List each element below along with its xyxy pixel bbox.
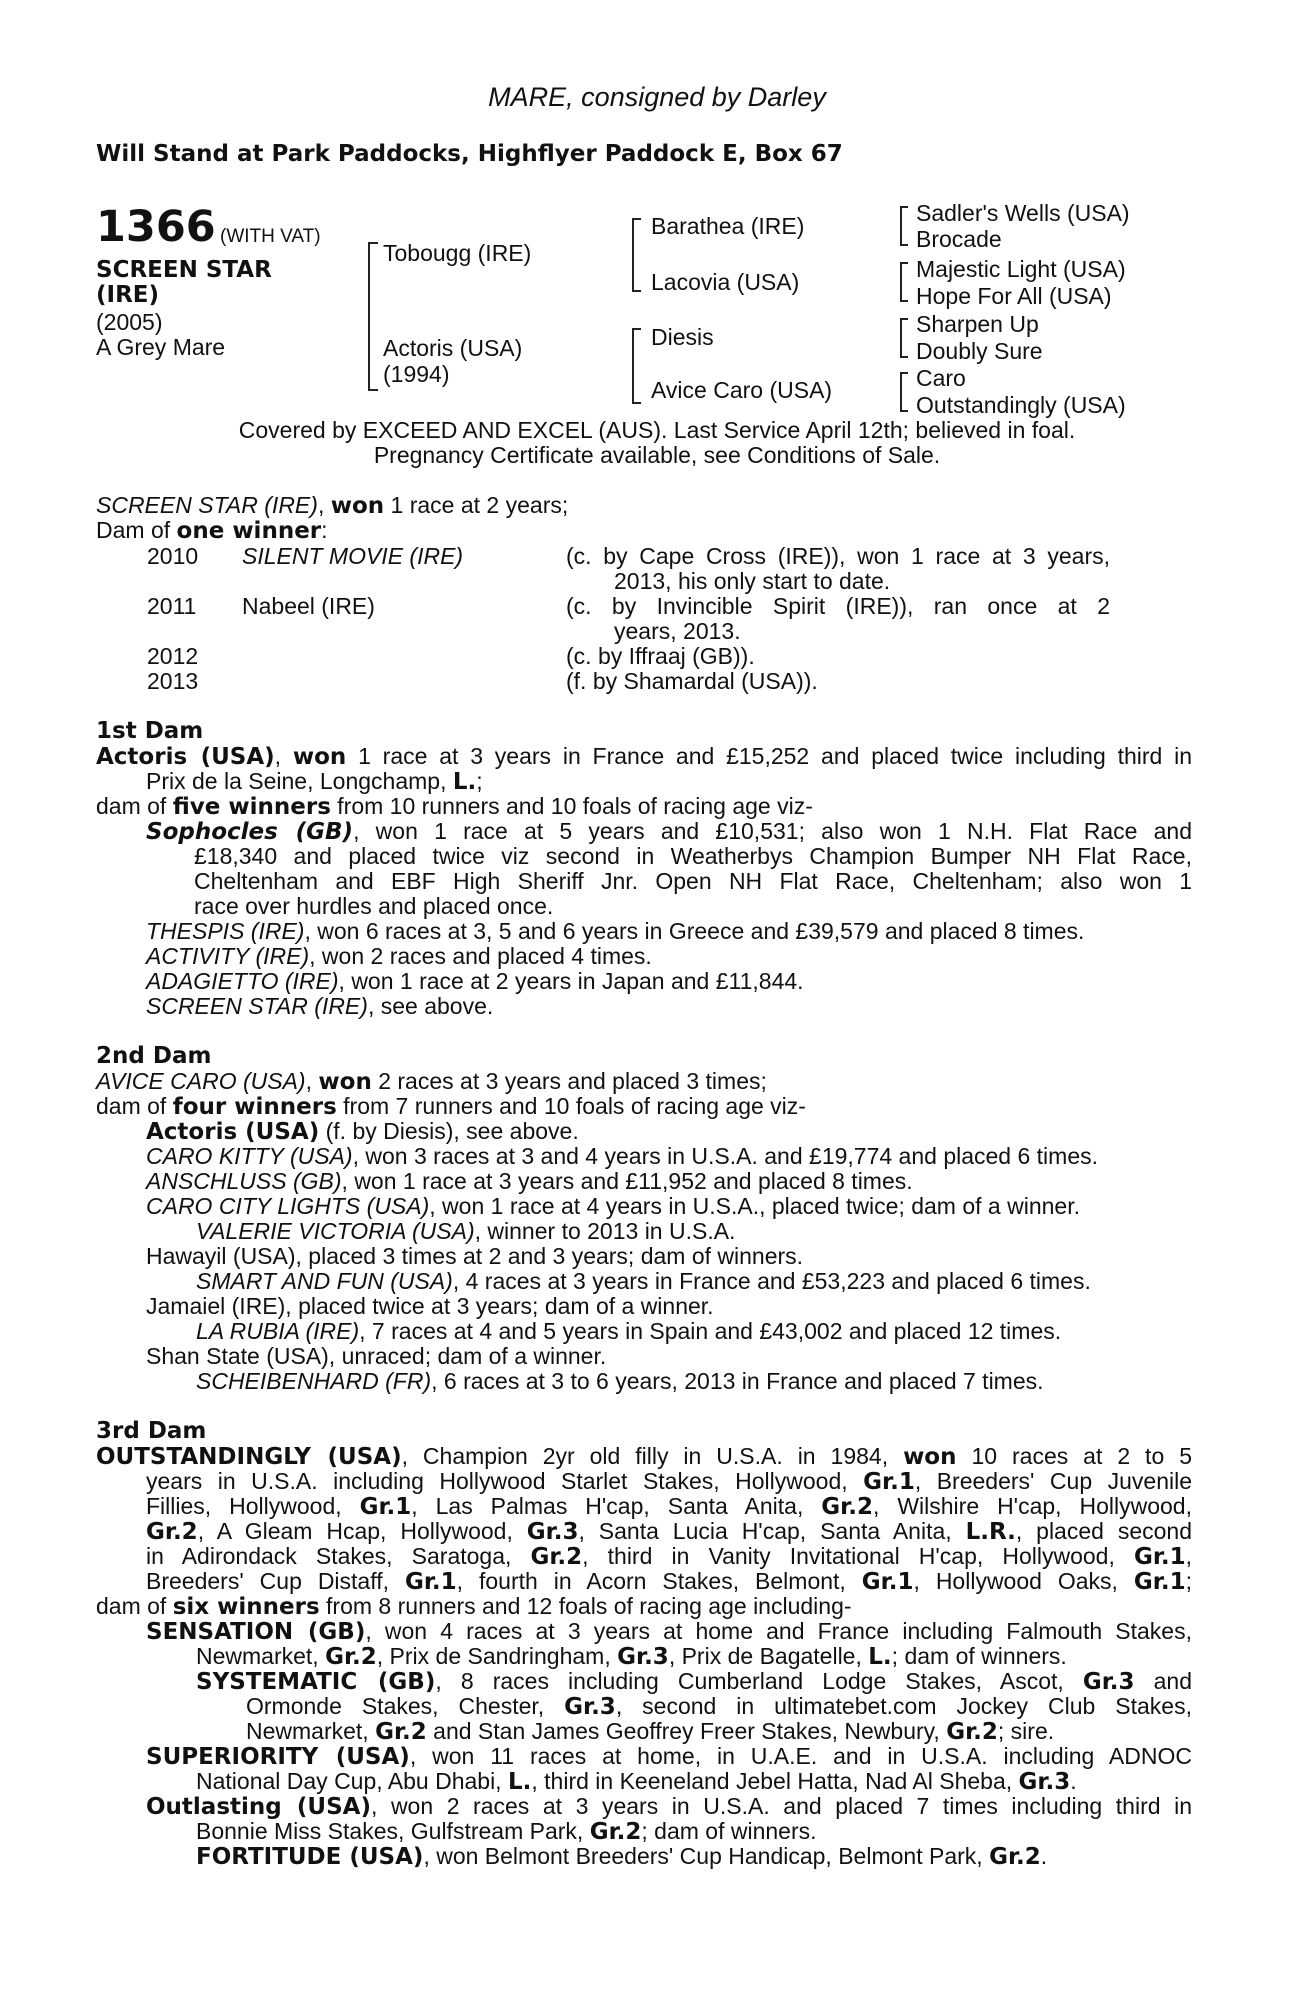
- sire-dam: Lacovia (USA): [651, 269, 800, 295]
- second-dam-line: Jamaiel (IRE), placed twice at 3 years; dam of a winner.: [146, 1293, 714, 1319]
- produce-detail: years, 2013.: [614, 618, 741, 644]
- pedigree-brace: [368, 242, 378, 391]
- pedigree-brace: [900, 206, 908, 246]
- produce-year: 2012: [147, 643, 199, 669]
- produce-detail: (c. by Cape Cross (IRE)), won 1 race at 3 years,: [566, 543, 1110, 569]
- third-dam-line: Fillies, Hollywood, Gr.1, Las Palmas H'cap, Santa Anita, Gr.2, Wilshire H'cap, Hollywood,: [146, 1493, 1192, 1520]
- third-dam-line: FORTITUDE (USA), won Belmont Breeders' Cup Handicap, Belmont Park, Gr.2.: [196, 1843, 1048, 1870]
- vat-note: (WITH VAT): [220, 226, 321, 247]
- first-dam-line: race over hurdles and placed once.: [194, 893, 554, 919]
- second-dam-line: ANSCHLUSS (GB), won 1 race at 3 years and £11,952 and placed 8 times.: [146, 1168, 913, 1194]
- first-dam-line: Prix de la Seine, Longchamp, L.;: [146, 768, 483, 795]
- gen3-2: Brocade: [916, 226, 1002, 252]
- horse-country: (IRE): [96, 282, 160, 308]
- third-dam-heading: 3rd Dam: [96, 1418, 207, 1444]
- sire-name: Tobougg (IRE): [383, 240, 532, 266]
- third-dam-line: Newmarket, Gr.2 and Stan James Geoffrey Freer Stakes, Newbury, Gr.2; sire.: [246, 1718, 1055, 1745]
- first-dam-line: dam of five winners from 10 runners and 10 foals of racing age viz-: [96, 793, 813, 820]
- pedigree-brace: [632, 218, 641, 292]
- first-dam-line: Actoris (USA), won 1 race at 3 years in France and £15,252 and placed twice including third in: [96, 743, 1193, 770]
- second-dam-line: Hawayil (USA), placed 3 times at 2 and 3 years; dam of winners.: [146, 1243, 804, 1269]
- dam-year: (1994): [383, 361, 450, 387]
- first-dam-line: THESPIS (IRE), won 6 races at 3, 5 and 6 years in Greece and £39,579 and placed 8 times.: [146, 918, 1085, 944]
- first-dam-line: £18,340 and placed twice viz second in Weatherbys Champion Bumper NH Flat Race,: [194, 843, 1192, 869]
- pedigree-brace: [900, 318, 908, 358]
- produce-year: 2010: [147, 543, 199, 569]
- gen3-4: Hope For All (USA): [916, 283, 1112, 309]
- third-dam-line: SYSTEMATIC (GB), 8 races including Cumberland Lodge Stakes, Ascot, Gr.3 and: [196, 1668, 1193, 1695]
- dam-sire: Diesis: [651, 324, 714, 350]
- produce-dam-of: Dam of one winner:: [96, 517, 328, 544]
- gen3-7: Caro: [916, 365, 966, 391]
- gen3-8: Outstandingly (USA): [916, 392, 1126, 418]
- pedigree-brace: [900, 262, 908, 302]
- location-line: Will Stand at Park Paddocks, Highflyer Paddock E, Box 67: [96, 141, 843, 167]
- second-dam-line: LA RUBIA (IRE), 7 races at 4 and 5 years in Spain and £43,002 and placed 12 times.: [196, 1318, 1062, 1344]
- gen3-6: Doubly Sure: [916, 338, 1043, 364]
- third-dam-line: Outlasting (USA), won 2 races at 3 years in U.S.A. and placed 7 times including third in: [146, 1793, 1192, 1820]
- produce-intro: SCREEN STAR (IRE), won 1 race at 2 years;: [96, 492, 569, 519]
- consignor-title: MARE, consigned by Darley: [488, 82, 826, 112]
- second-dam-line: CARO CITY LIGHTS (USA), won 1 race at 4 years in U.S.A., placed twice; dam of a winner.: [146, 1193, 1080, 1219]
- produce-year: 2013: [147, 668, 199, 694]
- third-dam-line: National Day Cup, Abu Dhabi, L., third in Keeneland Jebel Hatta, Nad Al Sheba, Gr.3.: [196, 1768, 1077, 1795]
- gen3-3: Majestic Light (USA): [916, 256, 1126, 282]
- produce-detail: 2013, his only start to date.: [614, 568, 891, 594]
- third-dam-line: Ormonde Stakes, Chester, Gr.3, second in ultimatebet.com Jockey Club Stakes,: [246, 1693, 1192, 1720]
- produce-detail: (f. by Shamardal (USA)).: [566, 668, 818, 694]
- first-dam-line: ACTIVITY (IRE), won 2 races and placed 4 times.: [146, 943, 652, 969]
- second-dam-line: SCHEIBENHARD (FR), 6 races at 3 to 6 years, 2013 in France and placed 7 times.: [196, 1368, 1044, 1394]
- pregnancy-note: Pregnancy Certificate available, see Conditions of Sale.: [373, 442, 941, 468]
- second-dam-line: dam of four winners from 7 runners and 10 foals of racing age viz-: [96, 1093, 806, 1120]
- second-dam-line: Shan State (USA), unraced; dam of a winner.: [146, 1343, 607, 1369]
- second-dam-line: Actoris (USA) (f. by Diesis), see above.: [146, 1118, 579, 1145]
- horse-description: A Grey Mare: [96, 334, 226, 360]
- first-dam-line: Sophocles (GB), won 1 race at 5 years and £10,531; also won 1 N.H. Flat Race and: [146, 818, 1192, 845]
- gen3-1: Sadler's Wells (USA): [916, 200, 1130, 226]
- third-dam-line: Breeders' Cup Distaff, Gr.1, fourth in Acorn Stakes, Belmont, Gr.1, Hollywood Oaks, Gr.1;: [146, 1568, 1192, 1595]
- gen3-5: Sharpen Up: [916, 311, 1039, 337]
- third-dam-line: OUTSTANDINGLY (USA), Champion 2yr old filly in U.S.A. in 1984, won 10 races at 2 to 5: [96, 1443, 1192, 1470]
- third-dam-line: years in U.S.A. including Hollywood Starlet Stakes, Hollywood, Gr.1, Breeders' Cup Juvenile: [146, 1468, 1192, 1495]
- sire-sire: Barathea (IRE): [651, 213, 805, 239]
- foaling-year: (2005): [96, 309, 163, 335]
- third-dam-line: Newmarket, Gr.2, Prix de Sandringham, Gr.3, Prix de Bagatelle, L.; dam of winners.: [196, 1643, 1067, 1670]
- third-dam-line: SUPERIORITY (USA), won 11 races at home, in U.A.E. and in U.S.A. including ADNOC: [146, 1743, 1192, 1770]
- first-dam-line: SCREEN STAR (IRE), see above.: [146, 993, 494, 1019]
- third-dam-line: SENSATION (GB), won 4 races at 3 years at home and France including Falmouth Stakes,: [146, 1618, 1192, 1645]
- third-dam-line: dam of six winners from 8 runners and 12 foals of racing age including-: [96, 1593, 852, 1620]
- third-dam-line: Gr.2, A Gleam Hcap, Hollywood, Gr.3, Santa Lucia H'cap, Santa Anita, L.R., placed second: [146, 1518, 1193, 1545]
- second-dam-line: CARO KITTY (USA), won 3 races at 3 and 4 years in U.S.A. and £19,774 and placed 6 times.: [146, 1143, 1099, 1169]
- first-dam-heading: 1st Dam: [96, 718, 204, 744]
- dam-dam: Avice Caro (USA): [651, 377, 833, 403]
- first-dam-line: Cheltenham and EBF High Sheriff Jnr. Open NH Flat Race, Cheltenham; also won 1: [194, 868, 1192, 894]
- pedigree-brace: [632, 328, 641, 404]
- first-dam-line: ADAGIETTO (IRE), won 1 race at 2 years in Japan and £11,844.: [146, 968, 804, 994]
- horse-name: SCREEN STAR: [96, 257, 272, 283]
- third-dam-line: in Adirondack Stakes, Saratoga, Gr.2, third in Vanity Invitational H'cap, Hollywood, Gr.1,: [146, 1543, 1193, 1570]
- lot-number: 1366: [96, 202, 216, 252]
- second-dam-heading: 2nd Dam: [96, 1043, 212, 1069]
- produce-name: SILENT MOVIE (IRE): [242, 543, 464, 569]
- produce-detail: (c. by Invincible Spirit (IRE)), ran once at 2: [566, 593, 1110, 619]
- produce-year: 2011: [147, 593, 197, 619]
- second-dam-line: SMART AND FUN (USA), 4 races at 3 years in France and £53,223 and placed 6 times.: [196, 1268, 1091, 1294]
- third-dam-line: Bonnie Miss Stakes, Gulfstream Park, Gr.2; dam of winners.: [196, 1818, 817, 1845]
- produce-name: Nabeel (IRE): [242, 593, 375, 619]
- second-dam-line: AVICE CARO (USA), won 2 races at 3 years and placed 3 times;: [96, 1068, 767, 1095]
- produce-detail: (c. by Iffraaj (GB)).: [566, 643, 755, 669]
- covering-note: Covered by EXCEED AND EXCEL (AUS). Last Service April 12th; believed in foal.: [238, 417, 1076, 443]
- dam-name: Actoris (USA): [383, 335, 523, 361]
- pedigree-brace: [900, 372, 908, 412]
- second-dam-line: VALERIE VICTORIA (USA), winner to 2013 in U.S.A.: [196, 1218, 736, 1244]
